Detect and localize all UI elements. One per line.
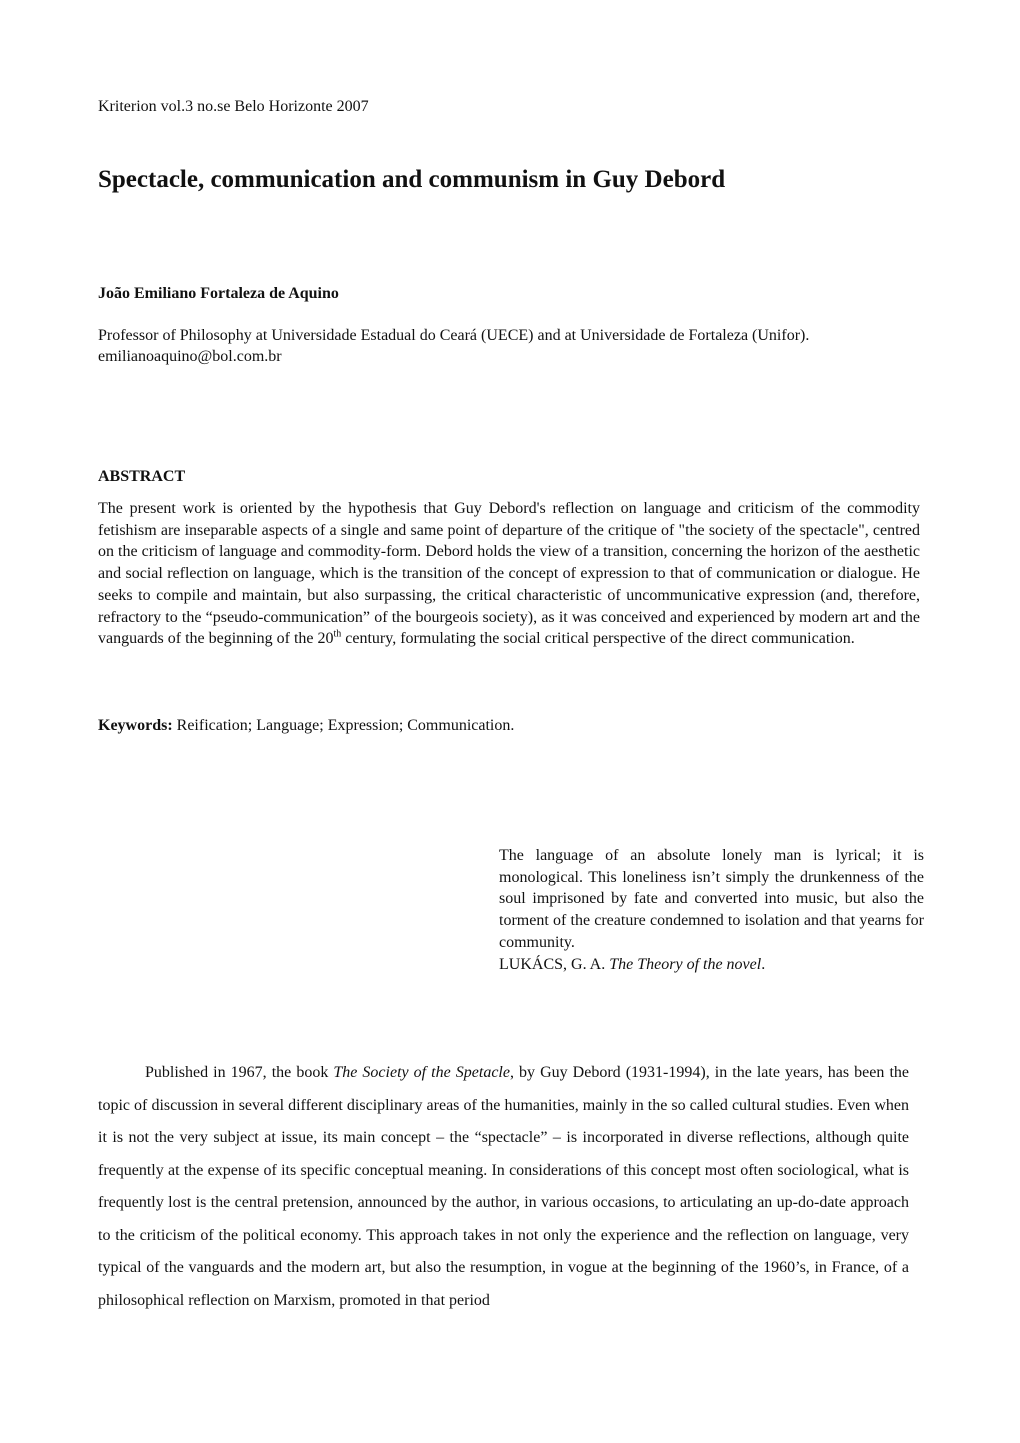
citation-end: . <box>761 955 766 973</box>
body-paragraph <box>98 1057 909 1317</box>
body-text-start: Published in 1967, the book <box>145 1064 334 1081</box>
epigraph-citation <box>499 954 924 976</box>
citation-author: LUKÁCS, G. A. <box>499 955 610 973</box>
abstract-superscript: th <box>333 628 342 640</box>
abstract-heading: ABSTRACT <box>98 468 186 485</box>
keywords <box>98 716 920 736</box>
journal-header: Kriterion vol.3 no.se Belo Horizonte 2007 <box>98 98 369 115</box>
body-text-rest: , by Guy Debord (1931-1994), in the late years, has been the topic of discussion in several different disciplinary areas of the humanities, mainly in the so called cultural studies. Even when it is not the very subject at issue, its main concept – the “spectacle” – is incorporated in diverse reflections, although quite frequently at the expense of its specific conceptual meaning. In considerations of this concept most often sociological, what is frequently lost is the central pretension, announced by the author, in various occasions, to articulating an up-do-date approach to the criticism of the political economy. This approach takes in not only the experience and the reflection on language, very typical of the vanguards and the modern art, but also the resumption, in vogue at the beginning of the 1960’s, in France, of a philosophical reflection on Marxism, promoted in that period <box>98 1064 909 1309</box>
article-title: Spectacle, communication and communism in Guy Debord <box>98 166 726 193</box>
citation-title: The Theory of the novel <box>609 955 762 973</box>
author-affiliation: Professor of Philosophy at Universidade Estadual do Ceará (UECE) and at Universidade de Fortaleza (Unifor). emilianoaquino@bol.com.br <box>98 327 810 365</box>
abstract-text <box>98 498 920 650</box>
book-title: The Society of the Spetacle <box>333 1064 510 1081</box>
author-name: João Emiliano Fortaleza de Aquino <box>98 285 339 302</box>
abstract-text-part2: century, formulating the social critical perspective of the direct communication. <box>341 630 855 648</box>
abstract-text-part1: The present work is oriented by the hypothesis that Guy Debord's reflection on language and criticism of the commodity fetishism are inseparable aspects of a single and same point of departure of the critique of "the society of the spectacle", centred on the criticism of language and commodity-form. Debord holds the view of a transition, concerning the horizon of the aesthetic and social reflection on language, which is the transition of the concept of expression to that of communication or dialogue. He seeks to compile and maintain, but also surpassing, the critical characteristic of uncommunicative expression (and, therefore, refractory to the “pseudo-communication” of the bourgeois society), as it was conceived and experienced by modern art and the vanguards of the beginning of the 20 <box>98 500 920 648</box>
keywords-list: Reification; Language; Expression; Communication. <box>172 717 515 734</box>
keywords-label: Keywords: <box>98 717 173 734</box>
epigraph <box>499 845 924 975</box>
epigraph-quote: The language of an absolute lonely man is lyrical; it is monological. This loneliness isn’t simply the drunkenness of the soul imprisoned by fate and converted into music, but also the torment of the creature condemned to isolation and that yearns for community. <box>499 847 924 951</box>
